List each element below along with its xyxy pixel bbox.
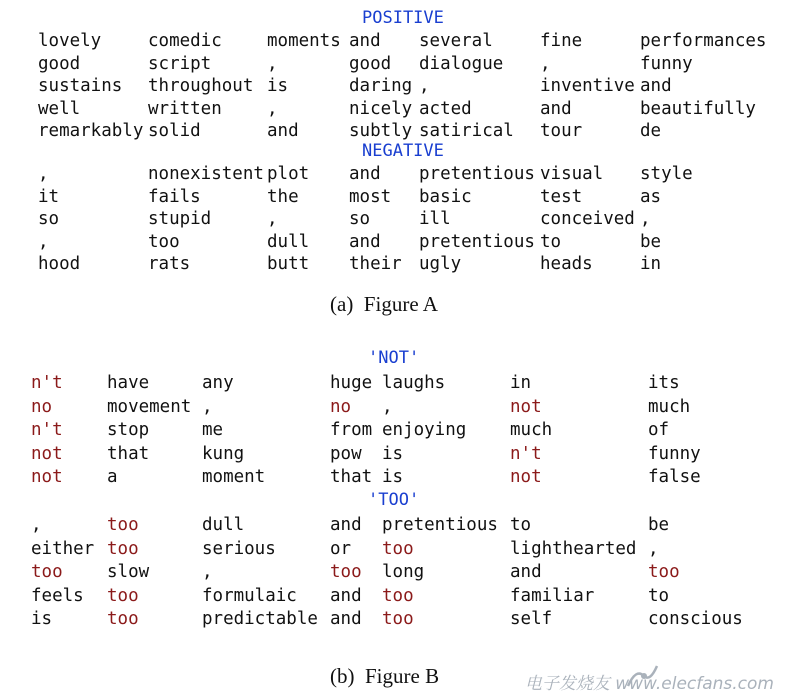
not-word-grid	[31, 372, 748, 490]
grid-row	[38, 75, 766, 98]
negative-word-grid	[38, 163, 760, 276]
word-cell: pretentious	[419, 231, 535, 252]
word-cell: ,	[38, 231, 49, 252]
word-cell: either	[31, 538, 95, 559]
word-cell: in	[510, 373, 532, 393]
word-cell: lighthearted	[510, 538, 637, 559]
word-cell: several	[419, 31, 493, 51]
word-cell: ,	[267, 209, 278, 229]
word-cell: ,	[640, 209, 651, 229]
word-cell: from	[330, 420, 373, 441]
word-cell: too	[382, 585, 414, 606]
word-cell: movement	[107, 396, 192, 417]
word-cell: n't	[31, 373, 63, 393]
word-cell: the	[267, 186, 299, 207]
word-cell: visual	[540, 164, 604, 184]
word-cell: of	[648, 420, 670, 441]
word-cell: to	[510, 515, 532, 535]
word-cell: ,	[382, 396, 393, 417]
word-cell: rats	[148, 254, 191, 274]
word-cell: funny	[640, 53, 693, 74]
grid-row	[31, 585, 748, 609]
word-cell: plot	[267, 164, 310, 184]
word-cell: enjoying	[382, 420, 467, 441]
word-cell: written	[148, 98, 222, 119]
word-cell: predictable	[202, 609, 318, 630]
grid-row	[31, 514, 748, 538]
word-cell: and	[330, 515, 362, 535]
figure-b-caption: (b) Figure B	[330, 664, 440, 688]
word-cell: and	[330, 585, 362, 606]
word-cell: ,	[202, 562, 213, 583]
word-cell: lovely	[38, 31, 102, 51]
grid-row	[31, 372, 748, 396]
word-cell: too	[107, 515, 139, 535]
grid-row	[38, 30, 766, 53]
word-cell: a	[107, 467, 118, 488]
word-cell: pretentious	[382, 515, 498, 535]
word-cell: moment	[202, 467, 266, 488]
word-cell: basic	[419, 186, 472, 207]
word-cell: ill	[419, 209, 451, 229]
word-cell: too	[382, 538, 414, 559]
word-cell: well	[38, 98, 81, 119]
word-cell: solid	[148, 121, 201, 141]
grid-row	[31, 538, 748, 562]
word-cell: performances	[640, 31, 767, 51]
word-cell: test	[540, 186, 583, 207]
word-cell: not	[31, 443, 63, 464]
word-cell: nonexistent	[148, 164, 264, 184]
word-cell: good	[349, 53, 392, 74]
word-cell: huge	[330, 373, 373, 393]
word-cell: its	[648, 373, 680, 393]
word-cell: too	[148, 231, 180, 252]
word-cell: kung	[202, 443, 245, 464]
word-cell: n't	[510, 443, 542, 464]
word-cell: dialogue	[419, 53, 504, 74]
word-cell: be	[648, 515, 670, 535]
positive-header: POSITIVE	[362, 8, 444, 28]
word-cell: sustains	[38, 76, 123, 96]
word-cell: nicely	[349, 98, 413, 119]
word-cell: too	[107, 538, 139, 559]
word-cell: throughout	[148, 76, 254, 96]
word-cell: moments	[267, 31, 341, 51]
word-cell: ,	[419, 76, 430, 96]
word-cell: stop	[107, 420, 150, 441]
word-cell: beautifully	[640, 98, 756, 119]
word-cell: to	[540, 231, 562, 252]
grid-row	[38, 208, 760, 231]
word-cell: and	[349, 231, 381, 252]
word-cell: and	[640, 76, 672, 96]
word-cell: and	[330, 609, 362, 630]
word-cell: that	[330, 467, 373, 488]
word-cell: script	[148, 53, 212, 74]
word-cell: ,	[540, 53, 551, 74]
word-cell: butt	[267, 254, 310, 274]
word-cell: good	[38, 53, 81, 74]
word-cell: ,	[648, 538, 659, 559]
word-cell: their	[349, 254, 402, 274]
word-cell: most	[349, 186, 392, 207]
word-cell: and	[349, 164, 381, 184]
word-cell: that	[107, 443, 150, 464]
word-cell: too	[648, 562, 680, 583]
word-cell: pow	[330, 443, 362, 464]
word-cell: conceived	[540, 209, 635, 229]
word-cell: much	[510, 420, 553, 441]
word-cell: subtly	[349, 121, 413, 141]
word-cell: inventive	[540, 76, 635, 96]
word-cell: familiar	[510, 585, 595, 606]
word-cell: too	[107, 609, 139, 630]
word-cell: have	[107, 373, 150, 393]
figure-a-caption: (a) Figure A	[330, 292, 438, 316]
grid-row	[38, 231, 760, 254]
grid-row	[31, 561, 748, 585]
too-word-grid	[31, 514, 748, 632]
word-cell: is	[267, 76, 289, 96]
word-cell: self	[510, 609, 553, 630]
word-cell: is	[382, 443, 404, 464]
grid-row	[31, 608, 748, 632]
word-cell: heads	[540, 254, 593, 274]
word-cell: serious	[202, 538, 276, 559]
word-cell: much	[648, 396, 691, 417]
word-cell: and	[349, 31, 381, 51]
word-cell: so	[349, 209, 371, 229]
word-cell: slow	[107, 562, 150, 583]
word-cell: and	[510, 562, 542, 583]
word-cell: ,	[267, 98, 278, 119]
word-cell: n't	[31, 420, 63, 441]
word-cell: any	[202, 373, 234, 393]
word-cell: not	[510, 467, 542, 488]
grid-row	[38, 120, 766, 143]
word-cell: not	[510, 396, 542, 417]
word-cell: too	[382, 609, 414, 630]
word-cell: it	[38, 186, 60, 207]
word-cell: tour	[540, 121, 583, 141]
word-cell: dull	[267, 231, 310, 252]
word-cell: no	[31, 396, 53, 417]
grid-row	[31, 396, 748, 420]
word-cell: hood	[38, 254, 81, 274]
word-cell: no	[330, 396, 352, 417]
word-cell: be	[640, 231, 662, 252]
word-cell: fails	[148, 186, 201, 207]
grid-row	[38, 253, 760, 276]
grid-row	[31, 443, 748, 467]
word-cell: long	[382, 562, 425, 583]
word-cell: me	[202, 420, 224, 441]
word-cell: ugly	[419, 254, 462, 274]
word-cell: as	[640, 186, 662, 207]
word-cell: too	[330, 562, 362, 583]
word-cell: de	[640, 121, 662, 141]
word-cell: so	[38, 209, 60, 229]
positive-word-grid	[38, 30, 766, 143]
word-cell: feels	[31, 585, 84, 606]
grid-row	[31, 419, 748, 443]
grid-row	[38, 53, 766, 76]
grid-row	[38, 163, 760, 186]
word-cell: formulaic	[202, 585, 297, 606]
word-cell: not	[31, 467, 63, 488]
negative-header: NEGATIVE	[362, 141, 444, 161]
word-cell: ,	[267, 53, 278, 74]
word-cell: and	[267, 121, 299, 141]
grid-row	[31, 466, 748, 490]
word-cell: daring	[349, 76, 413, 96]
grid-row	[38, 98, 766, 121]
word-cell: and	[540, 98, 572, 119]
word-cell: is	[31, 609, 53, 630]
too-header: 'TOO'	[368, 490, 420, 510]
word-cell: to	[648, 585, 670, 606]
word-cell: too	[31, 562, 63, 583]
word-cell: false	[648, 467, 701, 488]
word-cell: in	[640, 254, 662, 274]
word-cell: stupid	[148, 209, 212, 229]
word-cell: ,	[202, 396, 213, 417]
word-cell: conscious	[648, 609, 743, 630]
word-cell: laughs	[382, 373, 446, 393]
word-cell: pretentious	[419, 164, 535, 184]
not-header: 'NOT'	[368, 348, 420, 368]
word-cell: or	[330, 538, 352, 559]
word-cell: ,	[31, 515, 42, 535]
word-cell: funny	[648, 443, 701, 464]
word-cell: satirical	[419, 121, 514, 141]
grid-row	[38, 186, 760, 209]
word-cell: too	[107, 585, 139, 606]
word-cell: comedic	[148, 31, 222, 51]
word-cell: is	[382, 467, 404, 488]
word-cell: fine	[540, 31, 583, 51]
word-cell: acted	[419, 98, 472, 119]
watermark-text: 电子发烧友 www.elecfans.com	[524, 674, 774, 694]
word-cell: ,	[38, 164, 49, 184]
word-cell: dull	[202, 515, 245, 535]
word-cell: style	[640, 164, 693, 184]
word-cell: remarkably	[38, 121, 144, 141]
